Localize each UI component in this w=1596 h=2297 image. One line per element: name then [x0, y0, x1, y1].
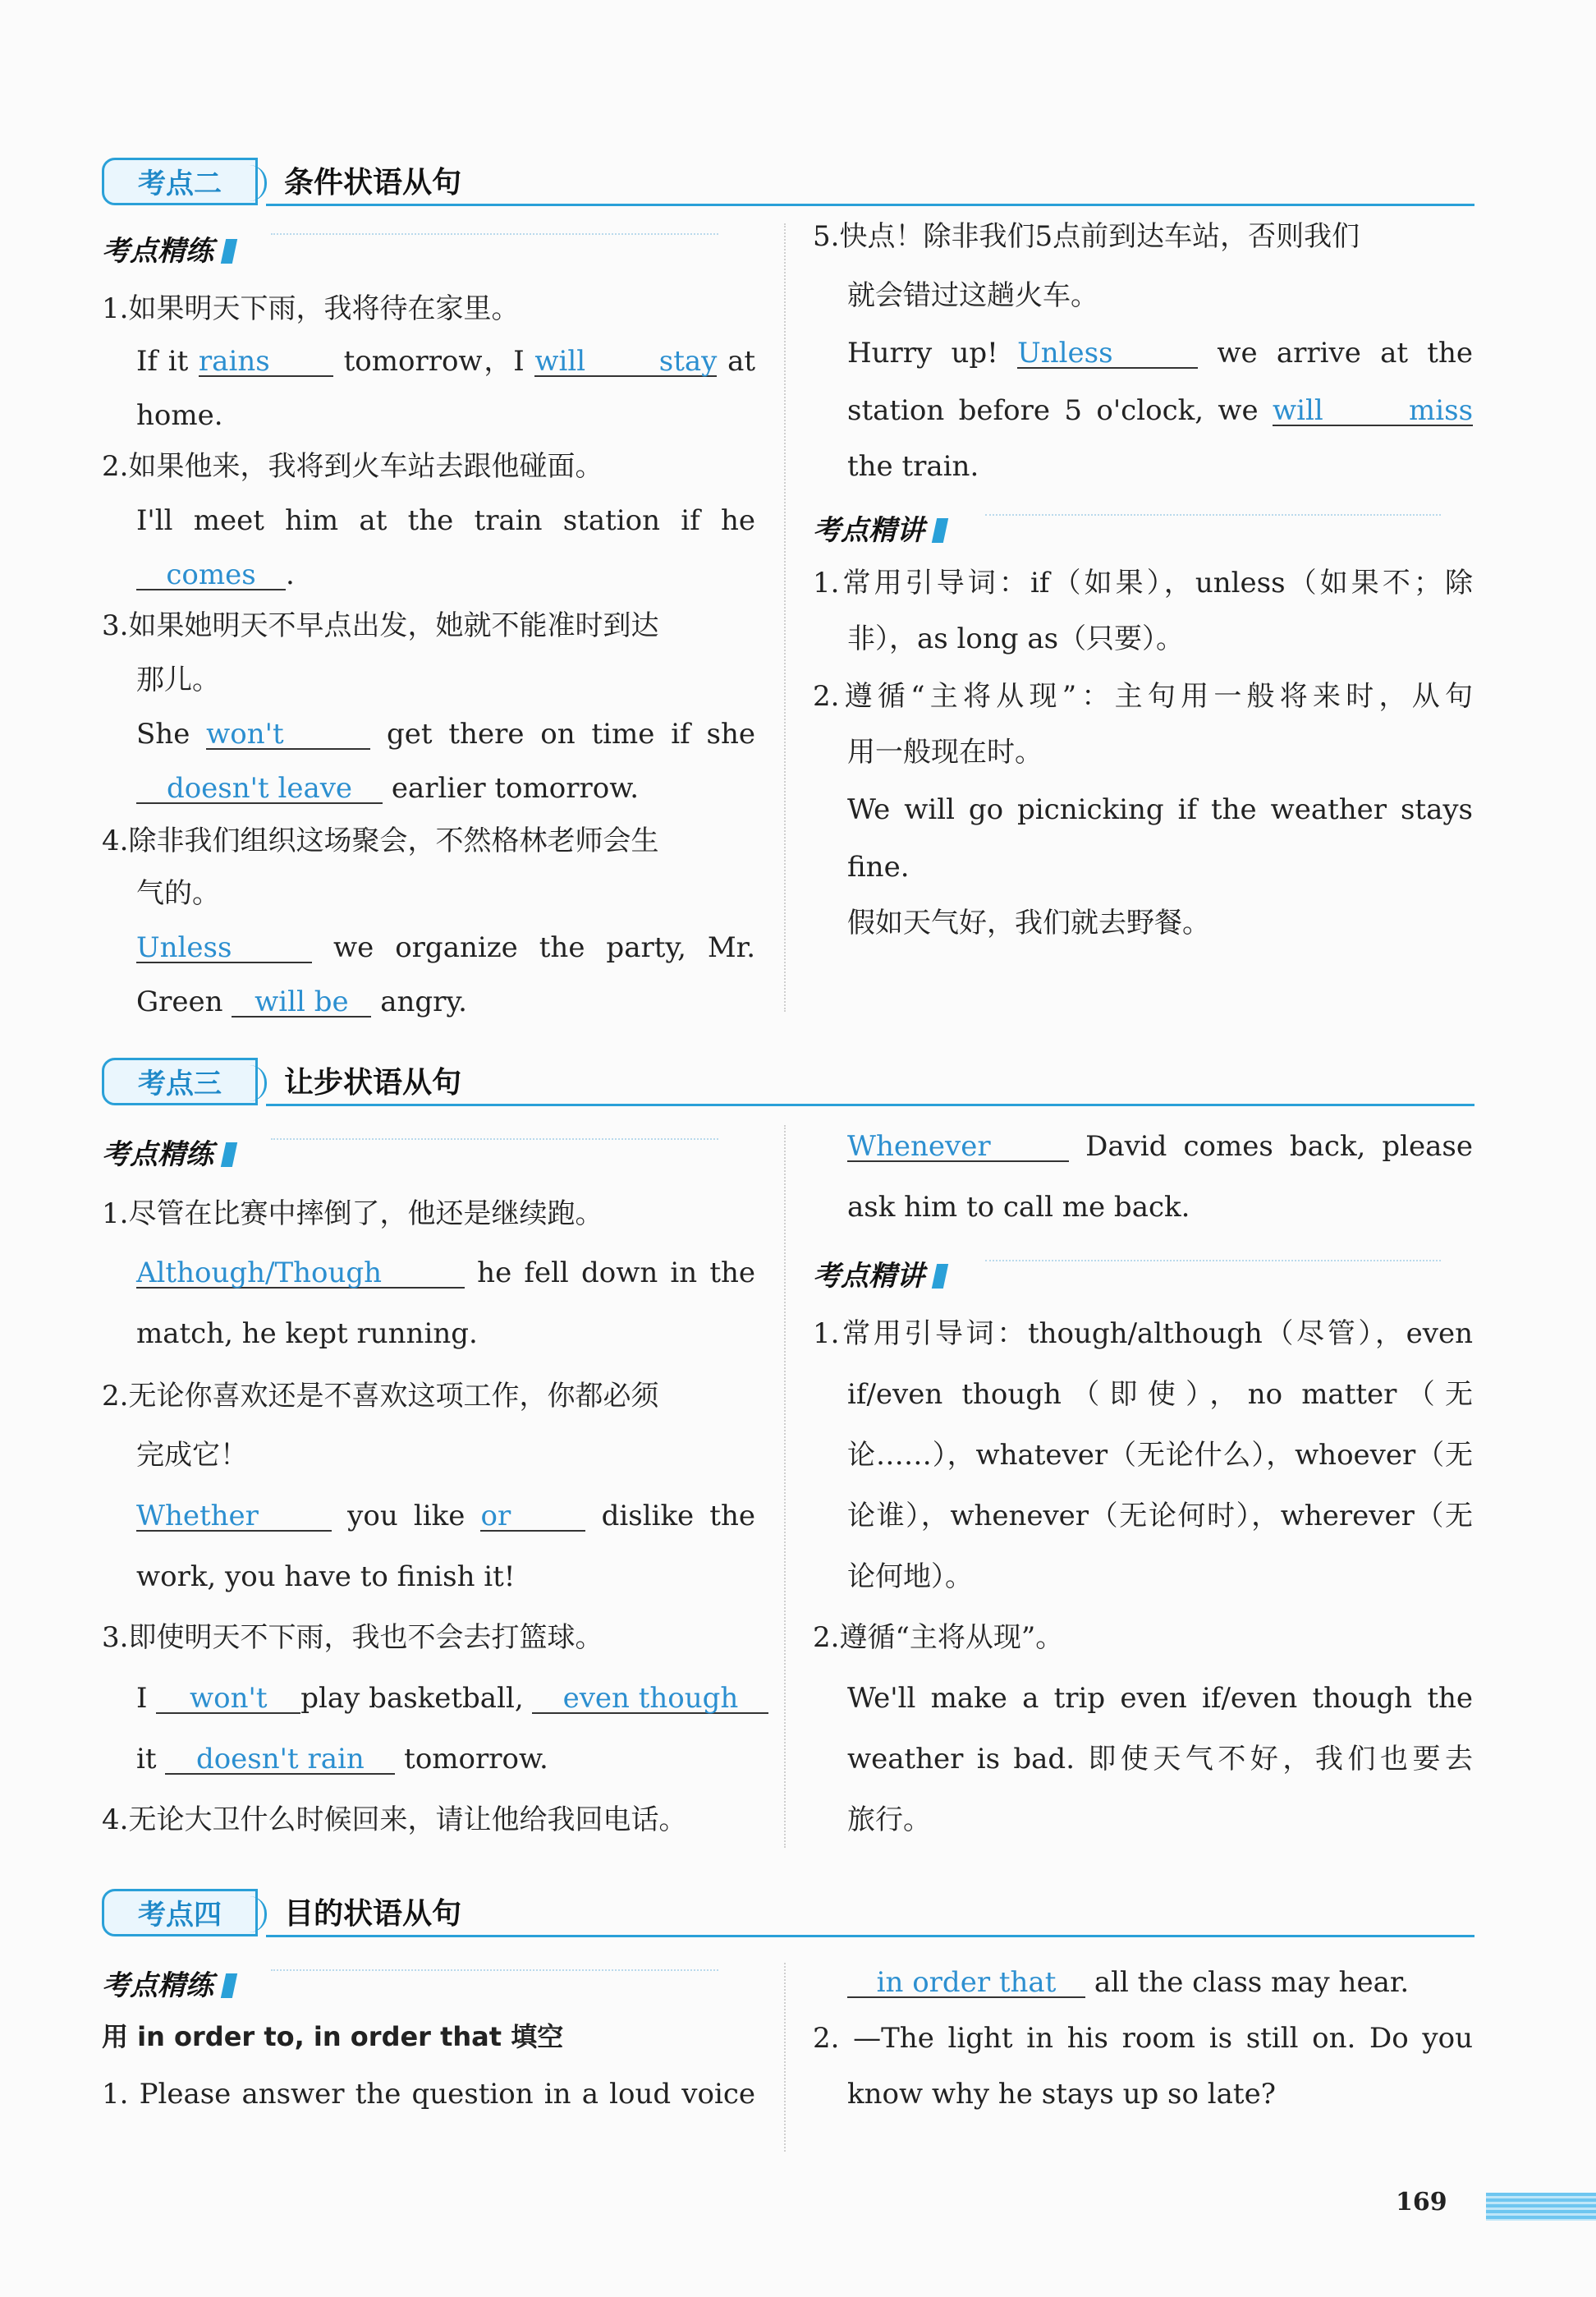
answer-blank: Although/Though: [136, 1259, 465, 1289]
question-line: I'll meet him at the train station if he: [136, 504, 755, 537]
dotted-rule: [985, 514, 1441, 516]
question-cn: 2.无论你喜欢还是不喜欢这项工作，你都必须: [102, 1380, 659, 1413]
dotted-rule: [271, 1138, 718, 1140]
question-line: know why he stays up so late?: [847, 2078, 1276, 2111]
question-cn: 3.即使明天不下雨，我也不会去打篮球。: [102, 1621, 603, 1654]
section-title: 目的状语从句: [284, 1897, 462, 1931]
question-line: match, he kept running.: [136, 1317, 478, 1350]
question-line: comes .: [136, 558, 295, 591]
question-line: Hurry up! Unless we arrive at the: [847, 337, 1473, 370]
answer-blank: Whether: [136, 1502, 332, 1532]
explain-line: 旅行。: [847, 1803, 931, 1836]
question-line: ask him to call me back.: [847, 1191, 1190, 1224]
question-cn: 3.如果她明天不早点出发，她就不能准时到达: [102, 609, 659, 642]
section-tag: 考点四: [102, 1889, 258, 1936]
answer-blank: won't: [156, 1684, 300, 1714]
explain-line: We'll make a trip even if/even though the: [847, 1682, 1473, 1715]
practice-heading: 考点精练: [102, 1132, 235, 1172]
explain-line: We will go picnicking if the weather stays: [847, 793, 1473, 826]
section-header-conditional: [102, 158, 1474, 215]
dotted-rule: [271, 1969, 718, 1971]
answer-blank: doesn't leave: [136, 774, 383, 804]
answer-blank: even though: [532, 1684, 768, 1714]
heading-mark-icon: [221, 1973, 237, 1998]
explain-line: 论谁），whenever（无论何时），wherever（无: [847, 1500, 1473, 1532]
answer-blank: won't: [206, 720, 370, 750]
question-cn: 1.尽管在比赛中摔倒了，他还是继续跑。: [102, 1197, 603, 1230]
explain-heading: 考点精讲: [813, 508, 946, 548]
question-cn: 2.如果他来，我将到火车站去跟他碰面。: [102, 450, 603, 483]
answer-blank: or: [480, 1502, 585, 1532]
question-line: She won't get there on time if she: [136, 718, 755, 751]
question-line: work, you have to finish it!: [136, 1560, 516, 1593]
question-line: 1. Please answer the question in a loud voice: [102, 2078, 755, 2111]
instruction: 用 in order to, in order that 填空: [102, 2021, 564, 2052]
heading-mark-icon: [932, 1264, 948, 1289]
explain-line: 1.常用引导词：though/although（尽管），even: [813, 1317, 1473, 1350]
question-cn: 5.快点！除非我们5点前到达车站，否则我们: [813, 220, 1360, 253]
section-tag: 考点二: [102, 158, 258, 205]
question-line: in order that all the class may hear.: [847, 1966, 1409, 1999]
section-rule: [266, 204, 1474, 206]
question-line: Although/Though he fell down in the: [136, 1256, 755, 1289]
question-line: If it rains tomorrow，I will stay at: [136, 345, 756, 378]
answer-blank: will miss: [1273, 394, 1474, 427]
question-line: it doesn't rain tomorrow.: [136, 1743, 548, 1776]
answer-blank: Unless: [1017, 339, 1198, 369]
question-line: I won't play basketball, even though: [136, 1682, 768, 1715]
question-cn: 4.除非我们组织这场聚会，不然格林老师会生: [102, 825, 659, 857]
explain-heading: 考点精讲: [813, 1253, 946, 1293]
section-rule: [266, 1104, 1474, 1106]
heading-mark-icon: [932, 518, 948, 543]
column-divider: [784, 1963, 786, 2152]
question-line: Green will be angry.: [136, 985, 467, 1018]
answer-blank: rains: [199, 347, 333, 377]
page-number-decoration: [1486, 2193, 1596, 2221]
section-title: 条件状语从句: [284, 166, 462, 200]
explain-line: weather is bad. 即使天气不好，我们也要去: [847, 1743, 1473, 1776]
section-header-purpose: [102, 1889, 1474, 1946]
explain-line: 论何地）。: [847, 1560, 973, 1593]
answer-blank: doesn't rain: [165, 1745, 395, 1775]
question-line: Whether you like or dislike the: [136, 1500, 755, 1532]
question-cn: 那儿。: [136, 664, 220, 696]
question-cn: 完成它！: [136, 1439, 248, 1472]
question-line: Whenever David comes back, please: [847, 1130, 1473, 1163]
explain-line: 用一般现在时。: [847, 736, 1043, 769]
column-divider: [784, 1125, 786, 1848]
heading-mark-icon: [221, 1142, 237, 1167]
question-cn: 4.无论大卫什么时候回来，请让他给我回电话。: [102, 1803, 687, 1836]
question-line: 2. —The light in his room is still on. Do you: [813, 2022, 1473, 2055]
dotted-rule: [271, 233, 718, 235]
answer-blank: will stay: [534, 345, 718, 378]
question-line: station before 5 o'clock, we will miss: [847, 394, 1474, 427]
section-rule: [266, 1935, 1474, 1937]
dotted-rule: [985, 1260, 1441, 1261]
question-line: home.: [136, 399, 223, 432]
explain-line: 假如天气好，我们就去野餐。: [847, 907, 1210, 939]
answer-blank: Unless: [136, 934, 312, 963]
answer-blank: will be: [232, 988, 371, 1018]
section-title: 让步状语从句: [284, 1066, 462, 1100]
page-number: 169: [1396, 2188, 1447, 2217]
answer-blank: Whenever: [847, 1132, 1069, 1162]
question-line: the train.: [847, 450, 979, 483]
explain-line: if/even though（即使），no matter（无: [847, 1378, 1473, 1411]
practice-heading: 考点精练: [102, 1963, 235, 2003]
answer-blank: in order that: [847, 1969, 1085, 1998]
explain-line: 2.遵循“主将从现”。: [813, 1621, 1064, 1654]
explain-line: fine.: [847, 851, 910, 884]
column-divider: [784, 223, 786, 1012]
question-cn: 就会错过这趟火车。: [847, 279, 1098, 312]
question-cn: 1.如果明天下雨，我将待在家里。: [102, 292, 520, 325]
section-header-concession: [102, 1058, 1474, 1115]
explain-line: 论……），whatever（无论什么），whoever（无: [847, 1439, 1473, 1472]
explain-line: 非），as long as（只要）。: [847, 622, 1185, 655]
practice-heading: 考点精练: [102, 228, 235, 269]
explain-line: 2.遵循“主将从现”：主句用一般将来时，从句: [813, 680, 1473, 713]
question-cn: 气的。: [136, 877, 220, 910]
answer-blank: comes: [136, 561, 286, 590]
question-line: doesn't leave earlier tomorrow.: [136, 772, 639, 805]
heading-mark-icon: [221, 239, 237, 264]
question-line: Unless we organize the party, Mr.: [136, 931, 756, 964]
section-tag: 考点三: [102, 1058, 258, 1105]
explain-line: 1.常用引导词：if（如果），unless（如果不；除: [813, 567, 1473, 600]
